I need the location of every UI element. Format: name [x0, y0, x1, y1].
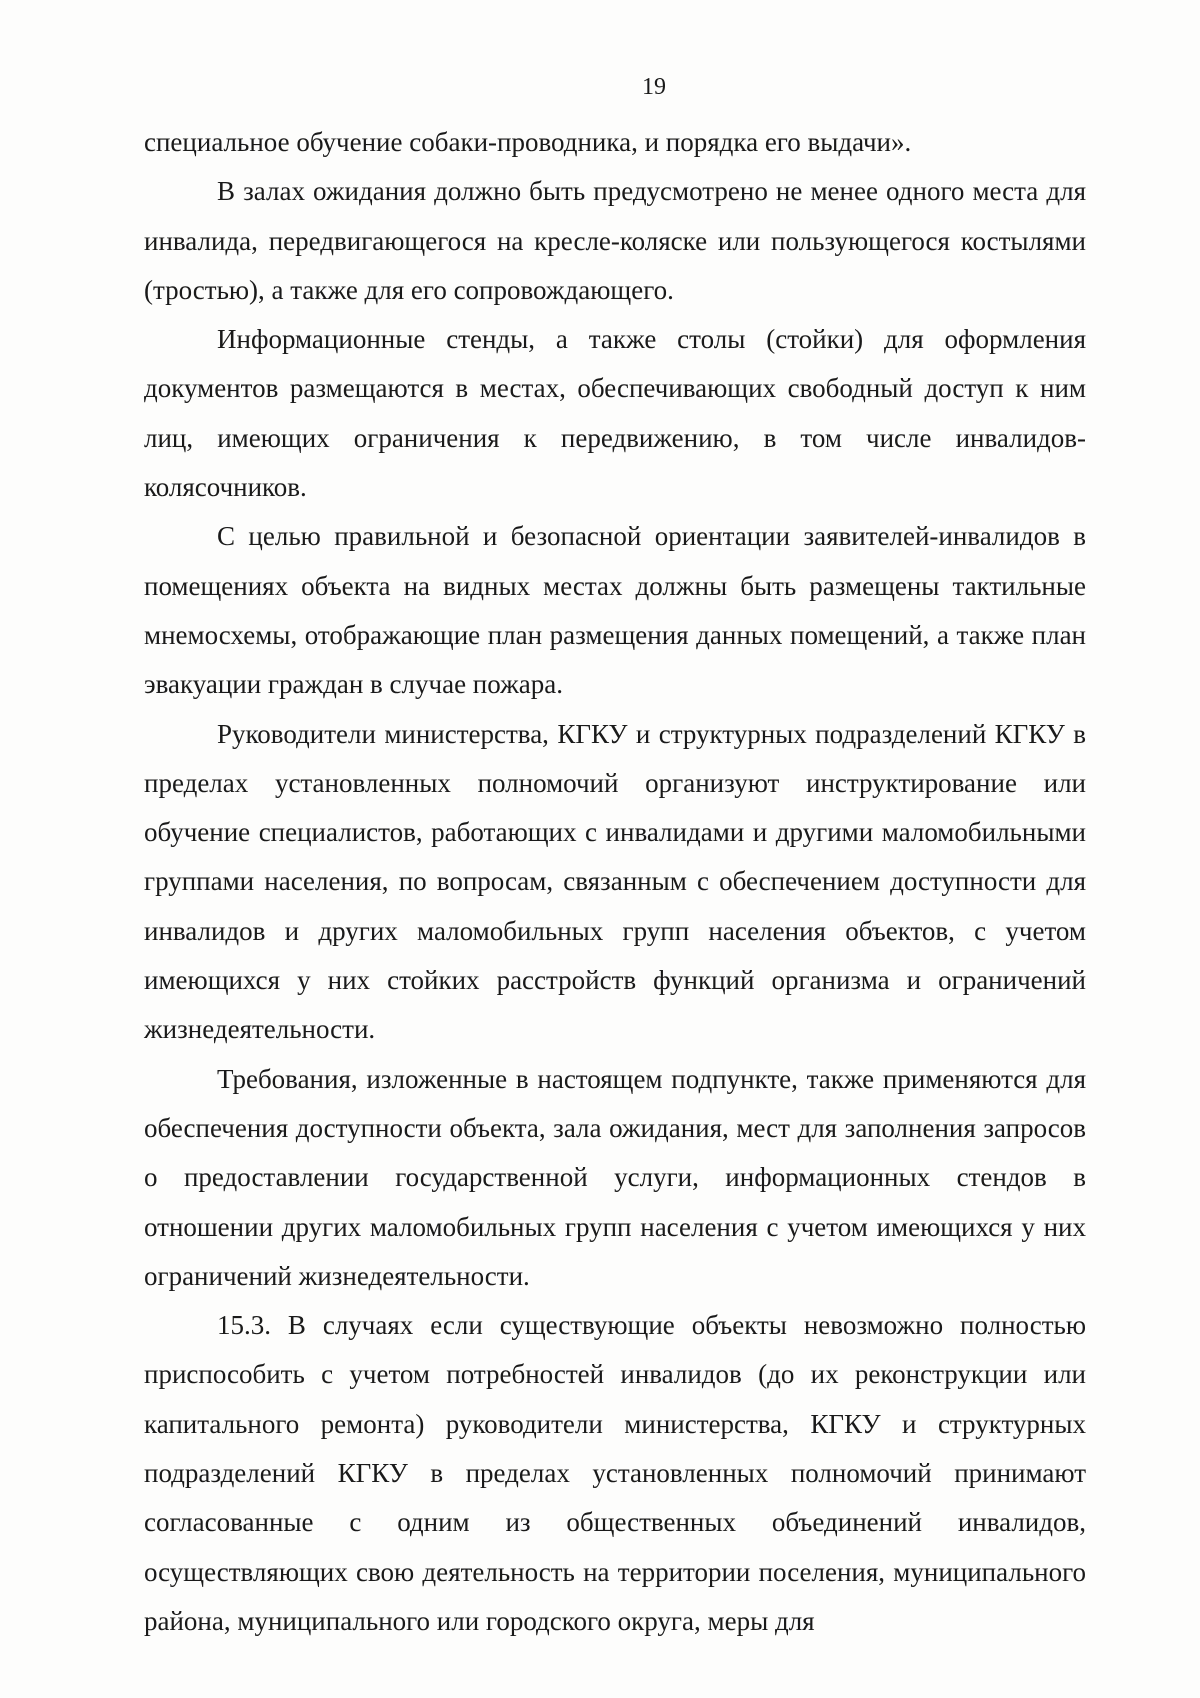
paragraph-requirements-scope: Требования, изложенные в настоящем подпункте, также применяются для обеспечения доступности объекта, зала ожидания, мест для заполнения запросов о предоставлении государственной услуги, информационных стендов в отношении других маломобильных групп населения с учетом имеющихся у них ограничений жизнедеятельности.: [144, 1063, 1086, 1291]
paragraph-waiting-rooms: В залах ожидания должно быть предусмотрено не менее одного места для инвалида, передвигающегося на кресле-коляске или пользующегося костылями (тростью), а также для его сопровождающего.: [144, 176, 1086, 305]
paragraph-section-15-3: 15.3. В случаях если существующие объекты невозможно полностью приспособить с учетом потребностей инвалидов (до их реконструкции или капитального ремонта) руководители министерства, КГКУ и структурных подразделений КГКУ в пределах установленных полномочий принимают согласованные с одним из общественных объединений инвалидов, осуществляющих свою деятельность на территории поселения, муниципального района, муниципального или городского округа, меры для: [144, 1310, 1086, 1636]
paragraph-tactile-schemes: С целью правильной и безопасной ориентации заявителей-инвалидов в помещениях объекта на видных местах должны быть размещены тактильные мнемосхемы, отображающие план размещения данных помещений, а также план эвакуации граждан в случае пожара.: [144, 521, 1086, 700]
paragraph-continuation: специальное обучение собаки-проводника, и порядка его выдачи».: [144, 127, 912, 157]
document-body: [144, 118, 1086, 1646]
paragraph-staff-training: Руководители министерства, КГКУ и структурных подразделений КГКУ в пределах установленных полномочий организуют инструктирование или обучение специалистов, работающих с инвалидами и другими маломобильными группами населения, по вопросам, связанным с обеспечением доступности для инвалидов и других маломобильных групп населения объектов, с учетом имеющихся у них стойких расстройств функций организма и ограничений жизнедеятельности.: [144, 718, 1086, 1045]
paragraph-information-stands: Информационные стенды, а также столы (стойки) для оформления документов размещаются в местах, обеспечивающих свободный доступ к ним лиц, имеющих ограничения к передвижению, в том числе инвалидов-колясочников.: [144, 324, 1086, 503]
page-number: 19: [642, 74, 666, 100]
